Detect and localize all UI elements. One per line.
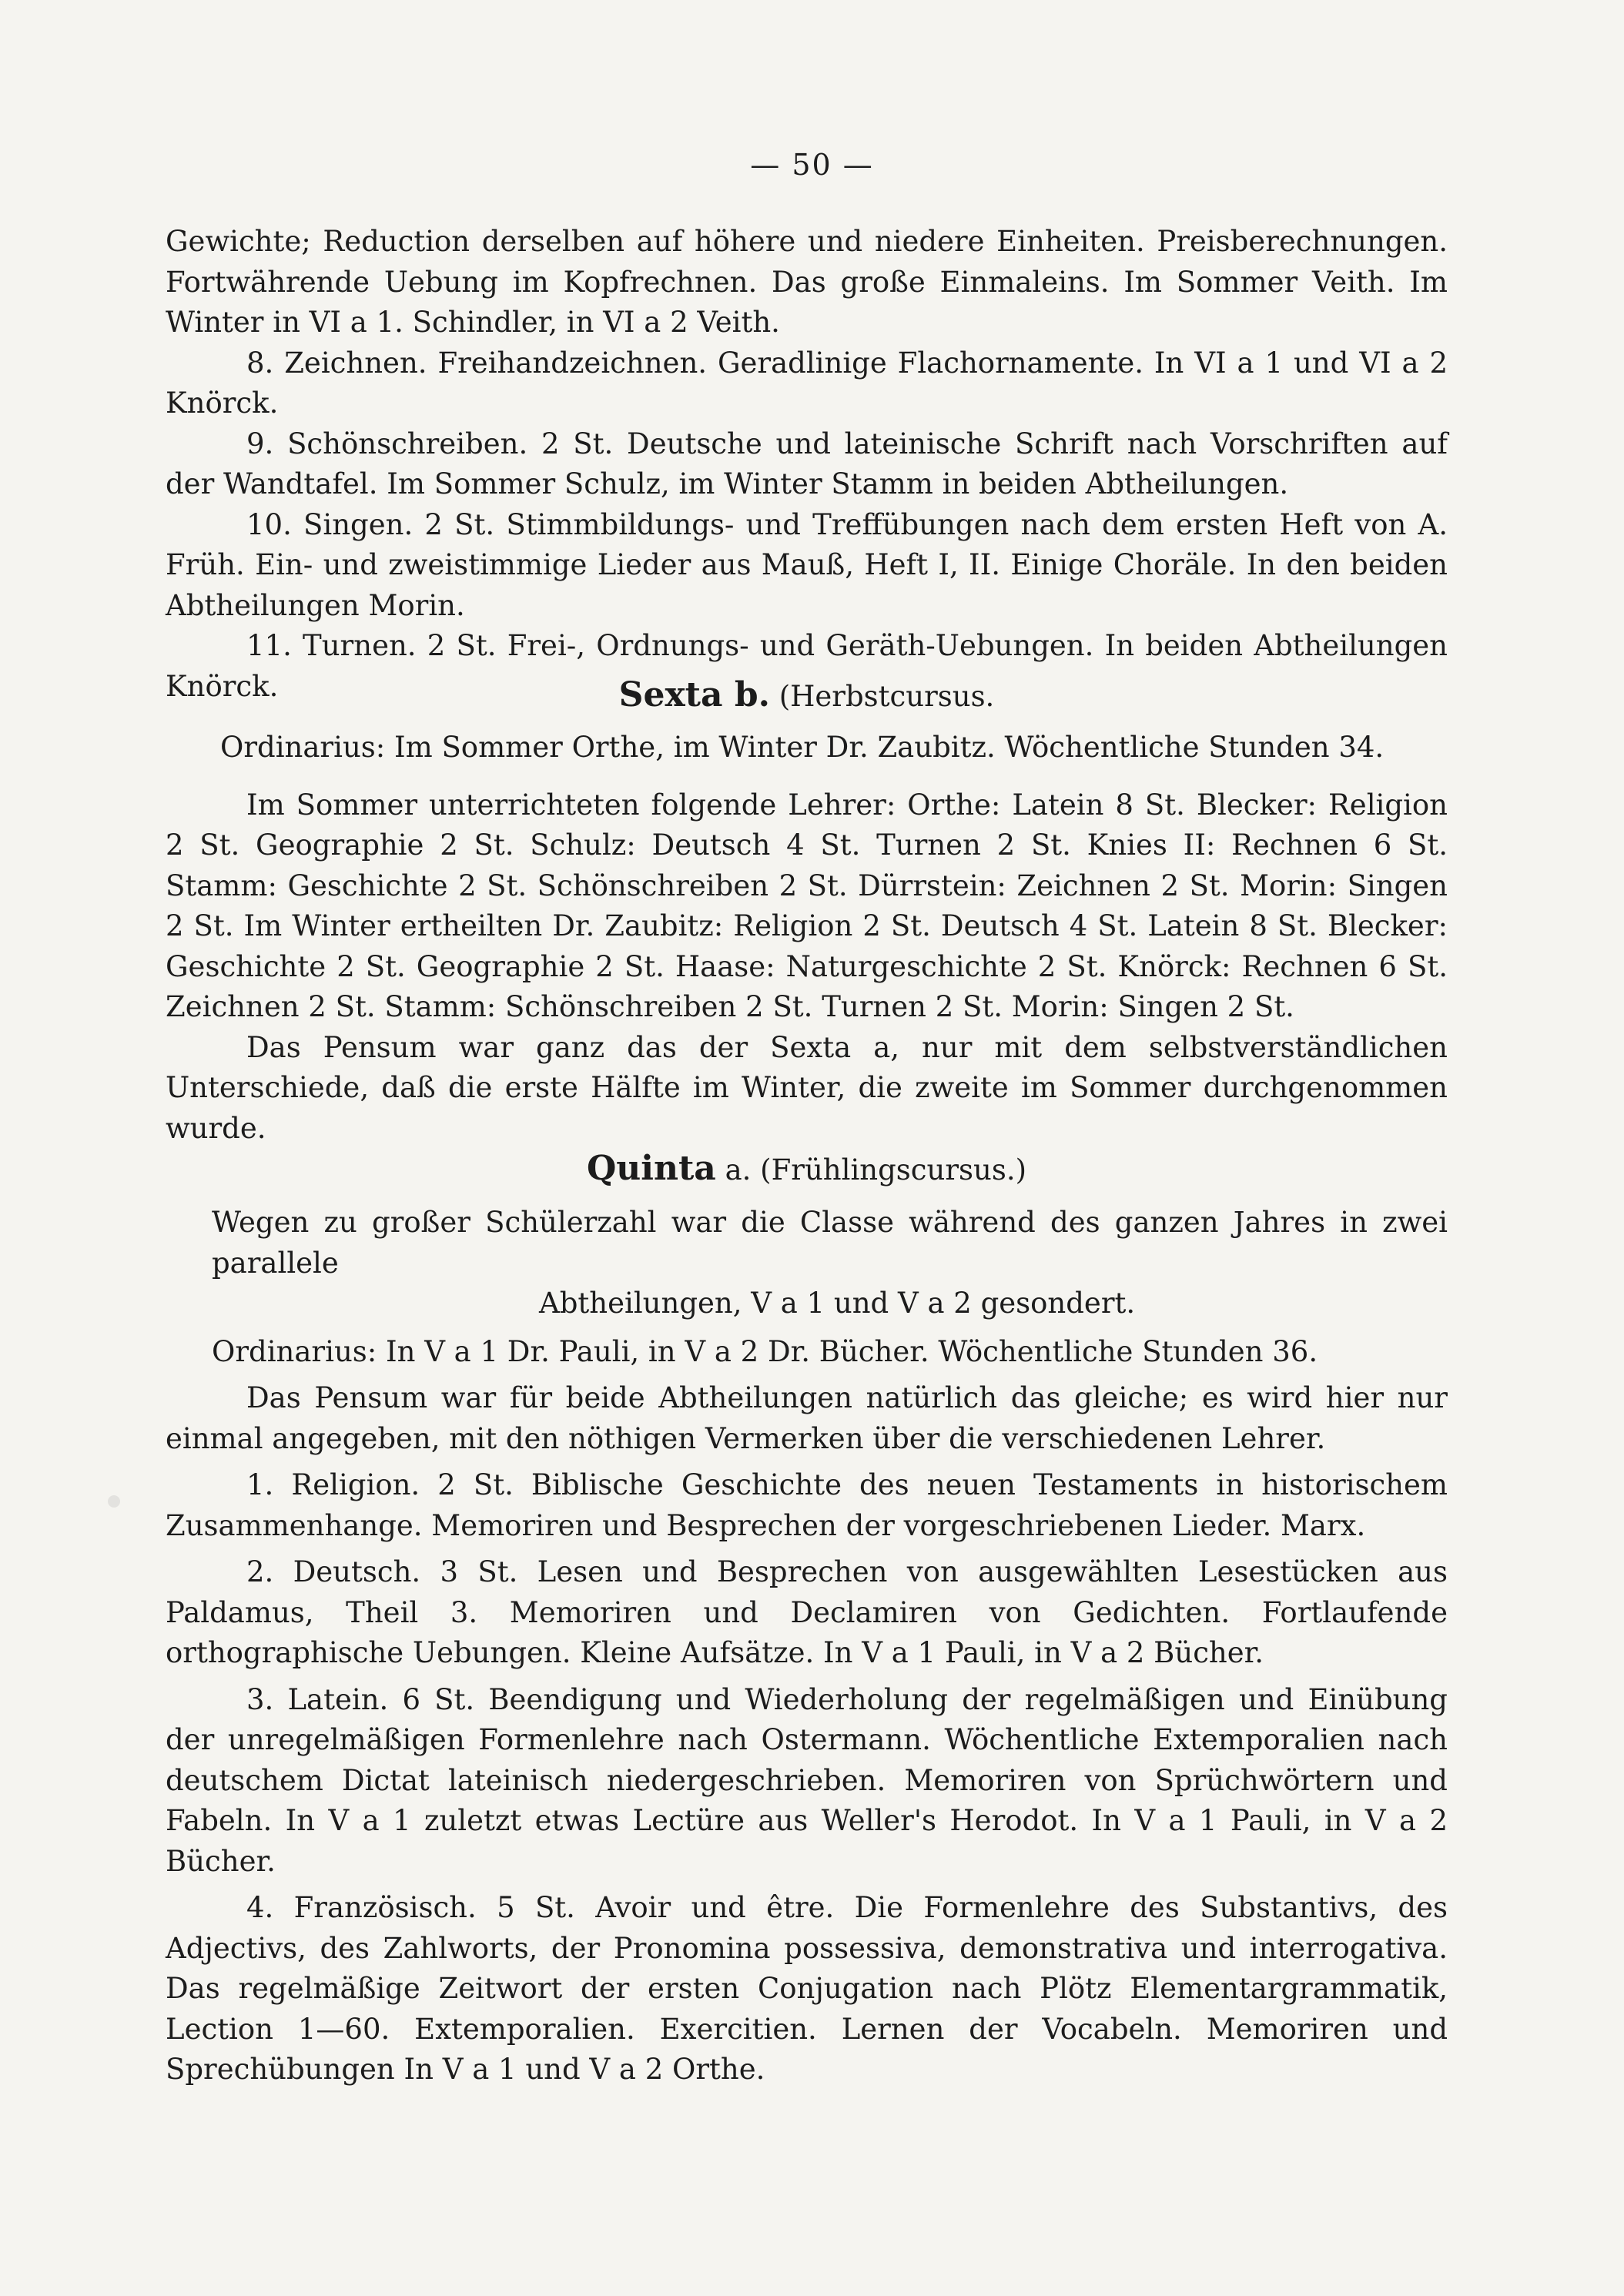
paragraph-item-11: 11. Turnen. 2 St. Frei-, Ordnungs- und Geräth-Uebungen. In beiden Abtheilungen Knörck.: [166, 629, 1448, 703]
paragraph-item-8: 8. Zeichnen. Freihandzeichnen. Geradlinige Flachornamente. In VI a 1 und VI a 2 Knörck.: [166, 346, 1448, 420]
sexta-ordinarius: Ordinarius: Im Sommer Orthe, im Winter Dr. Zaubitz. Wöchentliche Stunden 34.: [220, 731, 1385, 764]
continuation-section: [166, 222, 1448, 707]
page-number: — 50 —: [750, 148, 874, 182]
quinta-ordinarius: Ordinarius: In V a 1 Dr. Pauli, in V a 2 Dr. Bücher. Wöchentliche Stunden 36.: [212, 1334, 1318, 1368]
sexta-heading-title: Sexta b.: [618, 675, 770, 715]
quinta-heading-suffix: a.: [725, 1153, 752, 1186]
quinta-pensum: Das Pensum war für beide Abtheilungen natürlich das gleiche; es wird hier nur einmal angegeben, mit den nöthigen Vermerken über die verschiedenen Lehrer.: [166, 1381, 1448, 1455]
paragraph-item-9: 9. Schönschreiben. 2 St. Deutsche und lateinische Schrift nach Vorschriften auf der Wandtafel. Im Sommer Schulz, im Winter Stamm in beiden Abtheilungen.: [166, 427, 1448, 500]
paragraph-item-10: 10. Singen. 2 St. Stimmbildungs- und Treffübungen nach dem ersten Heft von A. Früh. Ein- und zweistimmige Lieder aus Mauß, Heft I, II. Einige Choräle. In den beiden Abtheilungen Morin.: [166, 507, 1448, 622]
sexta-section: [166, 728, 1448, 1149]
quinta-subject-religion: 1. Religion. 2 St. Biblische Geschichte des neuen Testaments in historischem Zusammenhange. Memoriren und Besprechen der vorgeschriebenen Lieder. Marx.: [166, 1468, 1448, 1542]
paragraph-continuation: Gewichte; Reduction derselben auf höhere und niedere Einheiten. Preisberechnungen. Fortwährende Uebung im Kopfrechnen. Das große Einmaleins. Im Sommer Veith. Im Winter in VI a 1. Schindler, in VI a 2 Veith.: [166, 225, 1448, 339]
quinta-division-line2: Abtheilungen, V a 1 und V a 2 gesondert.: [539, 1287, 1136, 1320]
quinta-heading-note: (Frühlingscursus.): [760, 1153, 1027, 1186]
paper-blemish: [108, 1495, 120, 1508]
sexta-pensum: Das Pensum war ganz das der Sexta a, nur mit dem selbstverständlichen Unterschiede, daß die erste Hälfte im Winter, die zweite im Sommer durchgenommen wurde.: [166, 1030, 1448, 1145]
quinta-section: [166, 1203, 1448, 2090]
quinta-heading-title: Quinta: [586, 1149, 716, 1188]
sexta-heading-note: (Herbstcursus.: [779, 680, 995, 713]
quinta-heading: [166, 1149, 1448, 1191]
quinta-subject-deutsch: 2. Deutsch. 3 St. Lesen und Besprechen von ausgewählten Lesestücken aus Paldamus, Theil 3. Memoriren und Declamiren von Gedichten. Fortlaufende orthographische Uebungen. Kleine Aufsätze. In V a 1 Pauli, in V a 2 Bücher.: [166, 1555, 1448, 1669]
sexta-teachers: Im Sommer unterrichteten folgende Lehrer: Orthe: Latein 8 St. Blecker: Religion 2 St. Geographie 2 St. Schulz: Deutsch 4 St. Turnen 2 St. Knies II: Rechnen 6 St. Stamm: Geschichte 2 St. Schönschreiben 2 St. Dürrstein: Zeichnen 2 St. Morin: Singen 2 St. Im Winter ertheilten Dr. Zaubitz: Religion 2 St. Deutsch 4 St. Latein 8 St. Blecker: Geschichte 2 St. Geographie 2 St. Haase: Naturgeschichte 2 St. Knörck: Rechnen 6 St. Zeichnen 2 St. Stamm: Schönschreiben 2 St. Turnen 2 St. Morin: Singen 2 St.: [166, 788, 1448, 1023]
quinta-subject-franzoesisch: 4. Französisch. 5 St. Avoir und être. Die Formenlehre des Substantivs, des Adjectivs, des Zahlworts, der Pronomina possessiva, demonstrativa und interrogativa. Das regelmäßige Zeitwort der ersten Conjugation nach Plötz Elementargrammatik, Lection 1—60. Extemporalien. Exercitien. Lernen der Vocabeln. Memoriren und Sprechübungen In V a 1 und V a 2 Orthe.: [166, 1891, 1448, 2086]
quinta-division-line1: Wegen zu großer Schülerzahl war die Classe während des ganzen Jahres in zwei parallele: [212, 1206, 1448, 1280]
sexta-heading: [166, 675, 1448, 718]
quinta-subject-latein: 3. Latein. 6 St. Beendigung und Wiederholung der regelmäßigen und Einübung der unregelmäßigen Formenlehre nach Ostermann. Wöchentliche Extemporalien nach deutschem Dictat lateinisch niedergeschrieben. Memoriren von Sprüchwörtern und Fabeln. In V a 1 zuletzt etwas Lectüre aus Weller's Herodot. In V a 1 Pauli, in V a 2 Bücher.: [166, 1682, 1448, 1878]
